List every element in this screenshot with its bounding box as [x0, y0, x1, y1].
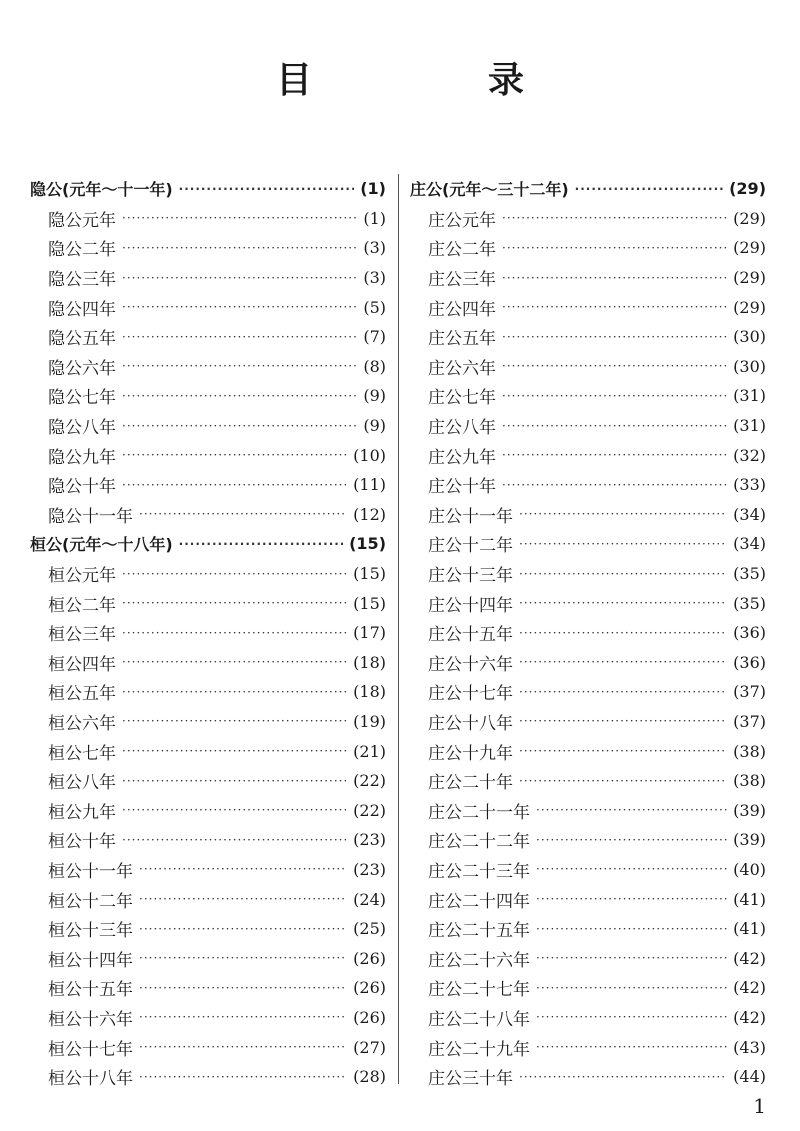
toc-entry-page: (15): [353, 564, 386, 584]
toc-entry[interactable]: [30, 470, 386, 500]
toc-entry-page: (23): [353, 830, 386, 850]
leader-dots: [139, 981, 347, 995]
toc-entry[interactable]: [410, 825, 766, 855]
toc-entry-page: (24): [353, 889, 386, 909]
toc-entry-label: 庄公十五年: [428, 625, 513, 646]
toc-entry-label: 桓公十一年: [48, 861, 133, 882]
toc-entry-page: (35): [733, 564, 766, 584]
leader-dots: [122, 596, 347, 610]
toc-entry-page: (36): [733, 623, 766, 643]
toc-entry-label: 隐公五年: [48, 329, 116, 350]
leader-dots: [502, 241, 727, 255]
toc-entry-label: 隐公九年: [48, 447, 116, 468]
toc-entry[interactable]: [410, 174, 766, 204]
leader-dots: [519, 626, 727, 640]
toc-entry[interactable]: [30, 588, 386, 618]
toc-entry-page: (28): [353, 1067, 386, 1087]
toc-entry[interactable]: [410, 736, 766, 766]
leader-dots: [502, 300, 727, 314]
toc-entry-label: 桓公三年: [48, 625, 116, 646]
toc-entry[interactable]: [30, 174, 386, 204]
toc-entry-label: 庄公十一年: [428, 506, 513, 527]
toc-entry-label: 隐公四年: [48, 299, 116, 320]
toc-entry-page: (21): [353, 741, 386, 761]
toc-entry[interactable]: [410, 855, 766, 885]
toc-entry-page: (43): [733, 1037, 766, 1057]
leader-dots: [536, 1040, 727, 1054]
toc-entry-page: (18): [353, 682, 386, 702]
toc-entry[interactable]: [410, 677, 766, 707]
leader-dots: [139, 892, 347, 906]
toc-entry[interactable]: [30, 500, 386, 530]
toc-entry-label: 庄公二十七年: [428, 980, 530, 1001]
toc-entry-page: (22): [353, 771, 386, 791]
toc-entry[interactable]: [30, 529, 386, 559]
toc-entry[interactable]: [30, 322, 386, 352]
toc-entry[interactable]: [30, 352, 386, 382]
leader-dots: [502, 448, 727, 462]
toc-entry[interactable]: [30, 677, 386, 707]
toc-entry-page: (31): [733, 416, 766, 436]
leader-dots: [122, 448, 347, 462]
toc-entry-label: 庄公十四年: [428, 595, 513, 616]
leader-dots: [122, 419, 357, 433]
toc-entry[interactable]: [410, 559, 766, 589]
leader-dots: [502, 389, 727, 403]
leader-dots: [536, 922, 727, 936]
toc-entry-label: 庄公二十一年: [428, 802, 530, 823]
toc-entry-label: 桓公十六年: [48, 1009, 133, 1030]
page-number: 1: [753, 1094, 766, 1118]
toc-entry-label: 庄公七年: [428, 388, 496, 409]
toc-entry-label: 隐公二年: [48, 240, 116, 261]
toc-entry-label: 庄公二十五年: [428, 921, 530, 942]
toc-entry[interactable]: [30, 559, 386, 589]
toc-entry[interactable]: [410, 322, 766, 352]
leader-dots: [122, 774, 347, 788]
toc-entry-label: 庄公十七年: [428, 684, 513, 705]
toc-entry[interactable]: [410, 973, 766, 1003]
toc-entry-label: 庄公三十年: [428, 1069, 513, 1090]
toc-entry[interactable]: [410, 1032, 766, 1062]
leader-dots: [122, 211, 357, 225]
toc-entry[interactable]: [410, 411, 766, 441]
toc-entry-page: (42): [733, 978, 766, 998]
toc-entry-label: 桓公十三年: [48, 921, 133, 942]
toc-entry[interactable]: [410, 263, 766, 293]
toc-entry-page: (33): [733, 475, 766, 495]
toc-entry-label: 庄公(元年～三十二年): [410, 180, 569, 200]
toc-entry[interactable]: [30, 736, 386, 766]
toc-entry-page: (36): [733, 652, 766, 672]
toc-entry[interactable]: [410, 766, 766, 796]
toc-entry-label: 隐公元年: [48, 210, 116, 231]
toc-entry-page: (35): [733, 593, 766, 613]
toc-entry-page: (7): [363, 327, 386, 347]
toc-entry-label: 隐公三年: [48, 270, 116, 291]
leader-dots: [139, 1040, 347, 1054]
toc-entry-label: 桓公二年: [48, 595, 116, 616]
toc-entry-label: 庄公二十四年: [428, 891, 530, 912]
toc-entry[interactable]: [30, 766, 386, 796]
toc-entry-page: (17): [353, 623, 386, 643]
toc-entry-page: (38): [733, 741, 766, 761]
toc-entry[interactable]: [30, 1062, 386, 1092]
toc-entry-label: 桓公(元年～十八年): [30, 535, 173, 555]
toc-entry-page: (9): [363, 416, 386, 436]
toc-entry-page: (41): [733, 889, 766, 909]
toc-left-column: [30, 174, 386, 1091]
toc-entry[interactable]: [30, 648, 386, 678]
leader-dots: [122, 626, 347, 640]
toc-entry[interactable]: [410, 381, 766, 411]
toc-entry-label: 庄公十二年: [428, 536, 513, 557]
toc-entry-label: 庄公十三年: [428, 566, 513, 587]
toc-entry-label: 庄公二十八年: [428, 1009, 530, 1030]
toc-entry-page: (42): [733, 1007, 766, 1027]
toc-entry-page: (18): [353, 652, 386, 672]
toc-entry-label: 庄公六年: [428, 358, 496, 379]
leader-dots: [502, 419, 727, 433]
toc-entry[interactable]: [410, 795, 766, 825]
toc-entry-label: 庄公二十二年: [428, 832, 530, 853]
toc-entry-page: (39): [733, 830, 766, 850]
leader-dots: [519, 685, 727, 699]
toc-entry-label: 庄公二十九年: [428, 1039, 530, 1060]
toc-entry-page: (3): [363, 238, 386, 258]
toc-entry-page: (34): [733, 534, 766, 554]
leader-dots: [139, 862, 347, 876]
toc-entry-page: (29): [733, 297, 766, 317]
toc-entry-page: (29): [729, 179, 766, 199]
toc-entry-label: 桓公十八年: [48, 1069, 133, 1090]
toc-entry-label: 庄公元年: [428, 210, 496, 231]
leader-dots: [536, 981, 727, 995]
toc-entry-page: (11): [353, 475, 386, 495]
toc-entry-label: 桓公六年: [48, 713, 116, 734]
leader-dots: [536, 1010, 727, 1024]
leader-dots: [122, 330, 357, 344]
leader-dots: [519, 774, 727, 788]
leader-dots: [179, 182, 355, 196]
toc-entry-label: 桓公七年: [48, 743, 116, 764]
leader-dots: [139, 922, 347, 936]
toc-entry-label: 桓公十七年: [48, 1039, 133, 1060]
leader-dots: [519, 655, 727, 669]
toc-entry-label: 庄公五年: [428, 329, 496, 350]
toc-entry-label: 庄公九年: [428, 447, 496, 468]
toc-entry-page: (12): [353, 504, 386, 524]
toc-entry-page: (8): [363, 356, 386, 376]
toc-entry-page: (41): [733, 919, 766, 939]
toc-right-column: [410, 174, 766, 1091]
toc-entry[interactable]: [30, 943, 386, 973]
toc-entry-page: (26): [353, 948, 386, 968]
toc-entry[interactable]: [410, 440, 766, 470]
leader-dots: [122, 389, 357, 403]
toc-entry-label: 庄公十八年: [428, 713, 513, 734]
leader-dots: [122, 359, 357, 373]
toc-entry[interactable]: [410, 500, 766, 530]
leader-dots: [122, 714, 347, 728]
toc-entry-label: 庄公十年: [428, 477, 496, 498]
leader-dots: [122, 685, 347, 699]
leader-dots: [502, 359, 727, 373]
leader-dots: [519, 714, 727, 728]
toc-entry[interactable]: [30, 204, 386, 234]
leader-dots: [122, 744, 347, 758]
toc-entry-page: (1): [360, 179, 386, 199]
toc-entry[interactable]: [410, 352, 766, 382]
leader-dots: [139, 507, 347, 521]
leader-dots: [122, 300, 357, 314]
toc-entry-page: (23): [353, 859, 386, 879]
toc-entry[interactable]: [30, 618, 386, 648]
toc-entry-page: (44): [733, 1067, 766, 1087]
toc-entry[interactable]: [410, 618, 766, 648]
leader-dots: [519, 596, 727, 610]
toc-entry[interactable]: [30, 795, 386, 825]
leader-dots: [179, 537, 343, 551]
toc-entry-page: (29): [733, 238, 766, 258]
leader-dots: [519, 1070, 727, 1084]
leader-dots: [139, 951, 347, 965]
toc-entry-page: (26): [353, 978, 386, 998]
toc-entry-label: 庄公四年: [428, 299, 496, 320]
toc-entry-label: 隐公八年: [48, 418, 116, 439]
leader-dots: [139, 1070, 347, 1084]
leader-dots: [536, 951, 727, 965]
toc-entry[interactable]: [30, 411, 386, 441]
leader-dots: [122, 478, 347, 492]
toc-entry-page: (15): [349, 534, 386, 554]
toc-entry[interactable]: [410, 914, 766, 944]
toc-entry[interactable]: [410, 707, 766, 737]
toc-entry[interactable]: [410, 648, 766, 678]
toc-entry[interactable]: [410, 1003, 766, 1033]
leader-dots: [502, 330, 727, 344]
toc-entry-page: (19): [353, 711, 386, 731]
toc-entry-label: 庄公二十年: [428, 773, 513, 794]
toc-entry-label: 庄公十九年: [428, 743, 513, 764]
toc-entry-label: 桓公八年: [48, 773, 116, 794]
leader-dots: [536, 803, 727, 817]
leader-dots: [122, 803, 347, 817]
toc-entry-label: 隐公十年: [48, 477, 116, 498]
toc-entry-label: 庄公二年: [428, 240, 496, 261]
toc-entry-label: 庄公八年: [428, 418, 496, 439]
toc-entry[interactable]: [30, 825, 386, 855]
toc-entry-page: (29): [733, 268, 766, 288]
leader-dots: [536, 892, 727, 906]
toc-entry[interactable]: [30, 1032, 386, 1062]
toc-entry-label: 桓公五年: [48, 684, 116, 705]
toc-entry[interactable]: [30, 914, 386, 944]
toc-entry-page: (10): [353, 445, 386, 465]
toc-entry-page: (29): [733, 208, 766, 228]
toc-entry-label: 桓公十年: [48, 832, 116, 853]
toc-entry-label: 桓公四年: [48, 654, 116, 675]
toc-entry[interactable]: [410, 884, 766, 914]
leader-dots: [122, 241, 357, 255]
toc-entry-page: (15): [353, 593, 386, 613]
toc-entry-page: (38): [733, 771, 766, 791]
toc-entry[interactable]: [410, 1062, 766, 1092]
toc-entry-label: 庄公三年: [428, 270, 496, 291]
toc-entry[interactable]: [30, 292, 386, 322]
leader-dots: [122, 271, 357, 285]
toc-entry[interactable]: [30, 973, 386, 1003]
toc-entry-page: (40): [733, 859, 766, 879]
toc-entry[interactable]: [30, 855, 386, 885]
toc-entry-label: 庄公十六年: [428, 654, 513, 675]
toc-entry-label: 桓公十二年: [48, 891, 133, 912]
leader-dots: [502, 211, 727, 225]
toc-entry-page: (31): [733, 386, 766, 406]
toc-entry-page: (42): [733, 948, 766, 968]
toc-entry-label: 庄公二十六年: [428, 950, 530, 971]
toc-entry-page: (30): [733, 327, 766, 347]
toc-entry[interactable]: [30, 1003, 386, 1033]
toc-entry-page: (25): [353, 919, 386, 939]
toc-entry-page: (30): [733, 356, 766, 376]
toc-entry-page: (22): [353, 800, 386, 820]
toc-entry-label: 隐公(元年～十一年): [30, 180, 173, 200]
toc-entry[interactable]: [410, 470, 766, 500]
toc-entry[interactable]: [410, 588, 766, 618]
toc-entry-page: (26): [353, 1007, 386, 1027]
toc-entry[interactable]: [30, 381, 386, 411]
toc-entry[interactable]: [410, 292, 766, 322]
toc-entry-label: 隐公十一年: [48, 506, 133, 527]
leader-dots: [502, 271, 727, 285]
toc-entry[interactable]: [410, 233, 766, 263]
leader-dots: [519, 507, 727, 521]
toc-entry-page: (5): [363, 297, 386, 317]
leader-dots: [575, 182, 723, 196]
toc-entry-page: (34): [733, 504, 766, 524]
toc-entry[interactable]: [410, 204, 766, 234]
leader-dots: [519, 537, 727, 551]
toc-entry-label: 桓公十四年: [48, 950, 133, 971]
toc-entry-page: (37): [733, 711, 766, 731]
toc-entry[interactable]: [30, 233, 386, 263]
toc-entry-page: (9): [363, 386, 386, 406]
leader-dots: [122, 567, 347, 581]
toc-entry-label: 隐公七年: [48, 388, 116, 409]
leader-dots: [502, 478, 727, 492]
leader-dots: [139, 1010, 347, 1024]
toc-entry-page: (1): [363, 208, 386, 228]
toc-entry[interactable]: [410, 943, 766, 973]
toc-entry-page: (32): [733, 445, 766, 465]
toc-entry-label: 桓公十五年: [48, 980, 133, 1001]
toc-entry[interactable]: [30, 440, 386, 470]
toc-entry-page: (37): [733, 682, 766, 702]
leader-dots: [122, 655, 347, 669]
toc-entry-page: (27): [353, 1037, 386, 1057]
toc-entry-label: 庄公二十三年: [428, 861, 530, 882]
page-title: 目 录: [275, 60, 594, 101]
toc-entry-label: 桓公九年: [48, 802, 116, 823]
leader-dots: [536, 862, 727, 876]
leader-dots: [519, 567, 727, 581]
leader-dots: [536, 833, 727, 847]
toc-entry[interactable]: [30, 884, 386, 914]
toc-entry[interactable]: [30, 263, 386, 293]
toc-entry[interactable]: [30, 707, 386, 737]
toc-entry-page: (39): [733, 800, 766, 820]
column-divider: [398, 174, 399, 1084]
leader-dots: [519, 744, 727, 758]
toc-entry[interactable]: [410, 529, 766, 559]
toc-entry-page: (3): [363, 268, 386, 288]
toc-entry-label: 桓公元年: [48, 566, 116, 587]
toc-entry-label: 隐公六年: [48, 358, 116, 379]
leader-dots: [122, 833, 347, 847]
